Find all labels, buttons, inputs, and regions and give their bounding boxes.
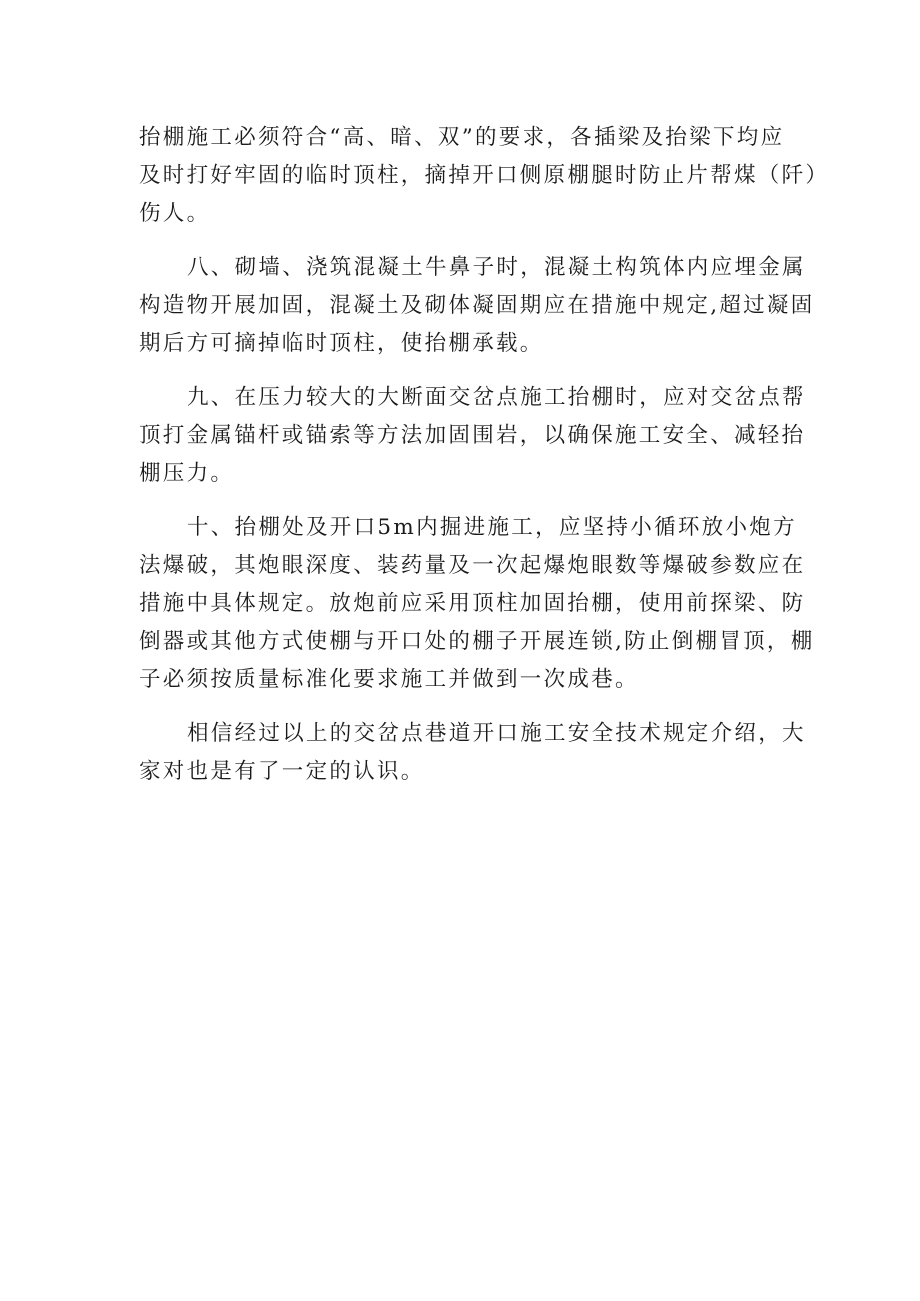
paragraph-line: 八、砌墙、浇筑混凝土牛鼻子时，混凝土构筑体内应埋金属 [187,255,806,280]
paragraph-5 [139,715,806,791]
paragraph-line: 九、在压力较大的大断面交岔点施工抬棚时，应对交岔点帮 [187,385,806,410]
paragraph-line: 抬棚施工必须符合“高、暗、双”的要求，各插梁及抬梁下均应 [139,125,785,150]
paragraph-3 [139,379,806,493]
paragraph-line: 伤人。 [139,201,211,226]
document-body [139,119,830,807]
paragraph-line: 措施中具体规定。放炮前应采用顶柱加固抬棚，使用前探梁、防 [139,591,806,616]
paragraph-line: 十、抬棚处及开口5m内掘进施工，应坚持小循环放小炮方 [187,515,797,540]
paragraph-line: 棚压力。 [139,461,235,486]
paragraph-line: 相信经过以上的交岔点巷道开口施工安全技术规定介绍，大 [187,721,806,746]
paragraph-line: 构造物开展加固，混凝土及砌体凝固期应在措施中规定,超过凝固 [139,293,815,318]
paragraph-4 [139,509,815,699]
paragraph-line: 顶打金属锚杆或锚索等方法加固围岩，以确保施工安全、减轻抬 [139,423,806,448]
paragraph-line: 及时打好牢固的临时顶柱，摘掉开口侧原棚腿时防止片帮煤（阡） [139,163,830,188]
paragraph-line: 法爆破，其炮眼深度、装药量及一次起爆炮眼数等爆破参数应在 [139,553,806,578]
paragraph-line: 期后方可摘掉临时顶柱，使抬棚承载。 [139,331,544,356]
paragraph-line: 倒器或其他方式使棚与开口处的棚子开展连锁,防止倒棚冒顶，棚 [139,629,815,654]
paragraph-line: 子必须按质量标准化要求施工并做到一次成巷。 [139,667,639,692]
paragraph-2 [139,249,815,363]
paragraph-1 [139,119,830,233]
paragraph-line: 家对也是有了一定的认识。 [139,759,425,784]
